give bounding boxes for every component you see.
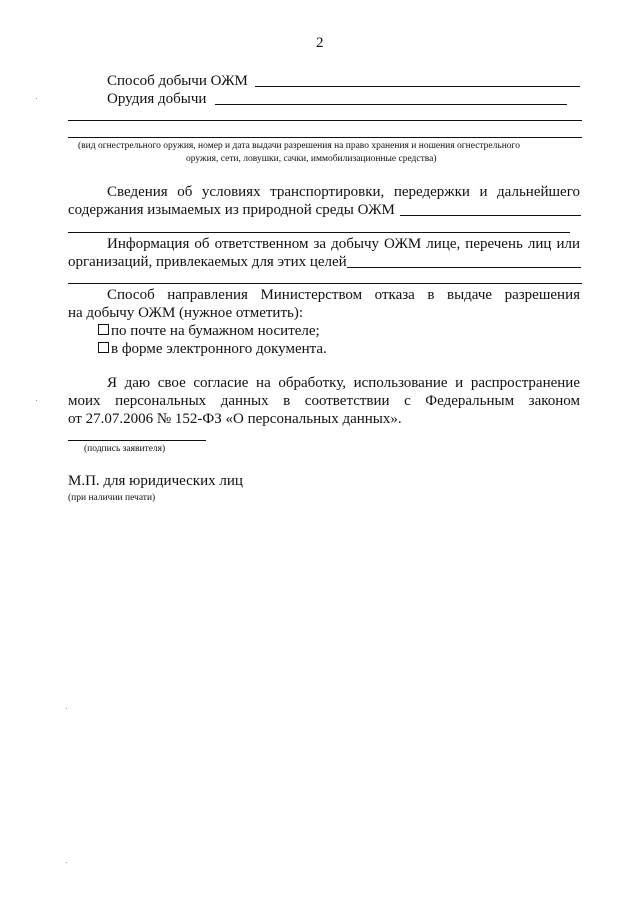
responsible-line-1: Информация об ответственном за добычу ОЖМ лице, перечень лиц или <box>107 236 580 252</box>
option-electronic-label: в форме электронного документа. <box>111 341 327 357</box>
method-fill-line <box>255 86 580 87</box>
tools-note-line-2: оружия, сети, ловушки, сачки, иммобилизационные средства) <box>186 154 437 164</box>
refusal-line-1: Способ направления Министерством отказа в выдаче разрешения <box>107 287 580 303</box>
page-number: 2 <box>316 35 324 51</box>
tools-extra-line-2 <box>68 137 582 138</box>
consent-line-3: от 27.07.2006 № 152-ФЗ «О персональных данных». <box>68 411 402 427</box>
tools-note-line-1: (вид огнестрельного оружия, номер и дата выдачи разрешения на право хранения и ношения огнестрельного <box>78 141 520 151</box>
refusal-line-2: на добычу ОЖМ (нужное отметить): <box>68 305 304 321</box>
refusal-option-post[interactable] <box>98 322 320 340</box>
scan-speck <box>66 862 67 863</box>
transport-line-2: содержания изымаемых из природной среды ОЖМ <box>68 202 395 218</box>
option-post-label: по почте на бумажном носителе; <box>111 323 320 339</box>
transport-line-1: Сведения об условиях транспортировки, передержки и дальнейшего <box>107 184 580 200</box>
signature-line <box>68 440 206 441</box>
scan-speck <box>66 708 67 709</box>
transport-extra-line <box>68 232 570 233</box>
responsible-line-2: организаций, привлекаемых для этих целей <box>68 254 347 270</box>
checkbox-electronic[interactable] <box>98 342 109 353</box>
stamp-label: М.П. для юридических лиц <box>68 473 243 489</box>
scan-speck <box>36 400 37 401</box>
consent-line-2: моих персональных данных в соответствии с Федеральным законом <box>68 393 580 409</box>
stamp-note: (при наличии печати) <box>68 493 156 503</box>
refusal-option-electronic[interactable] <box>98 340 327 358</box>
responsible-fill-line <box>347 267 581 268</box>
consent-line-1: Я даю свое согласие на обработку, использование и распространение <box>107 375 580 391</box>
tools-label: Орудия добычи <box>107 91 207 107</box>
signature-caption: (подпись заявителя) <box>84 444 166 454</box>
tools-fill-line <box>215 104 567 105</box>
method-label: Способ добычи ОЖМ <box>107 73 248 89</box>
tools-extra-line-1 <box>68 120 582 121</box>
checkbox-post[interactable] <box>98 324 109 335</box>
responsible-extra-line <box>68 283 582 284</box>
scan-speck <box>36 98 37 99</box>
transport-fill-line <box>400 215 581 216</box>
